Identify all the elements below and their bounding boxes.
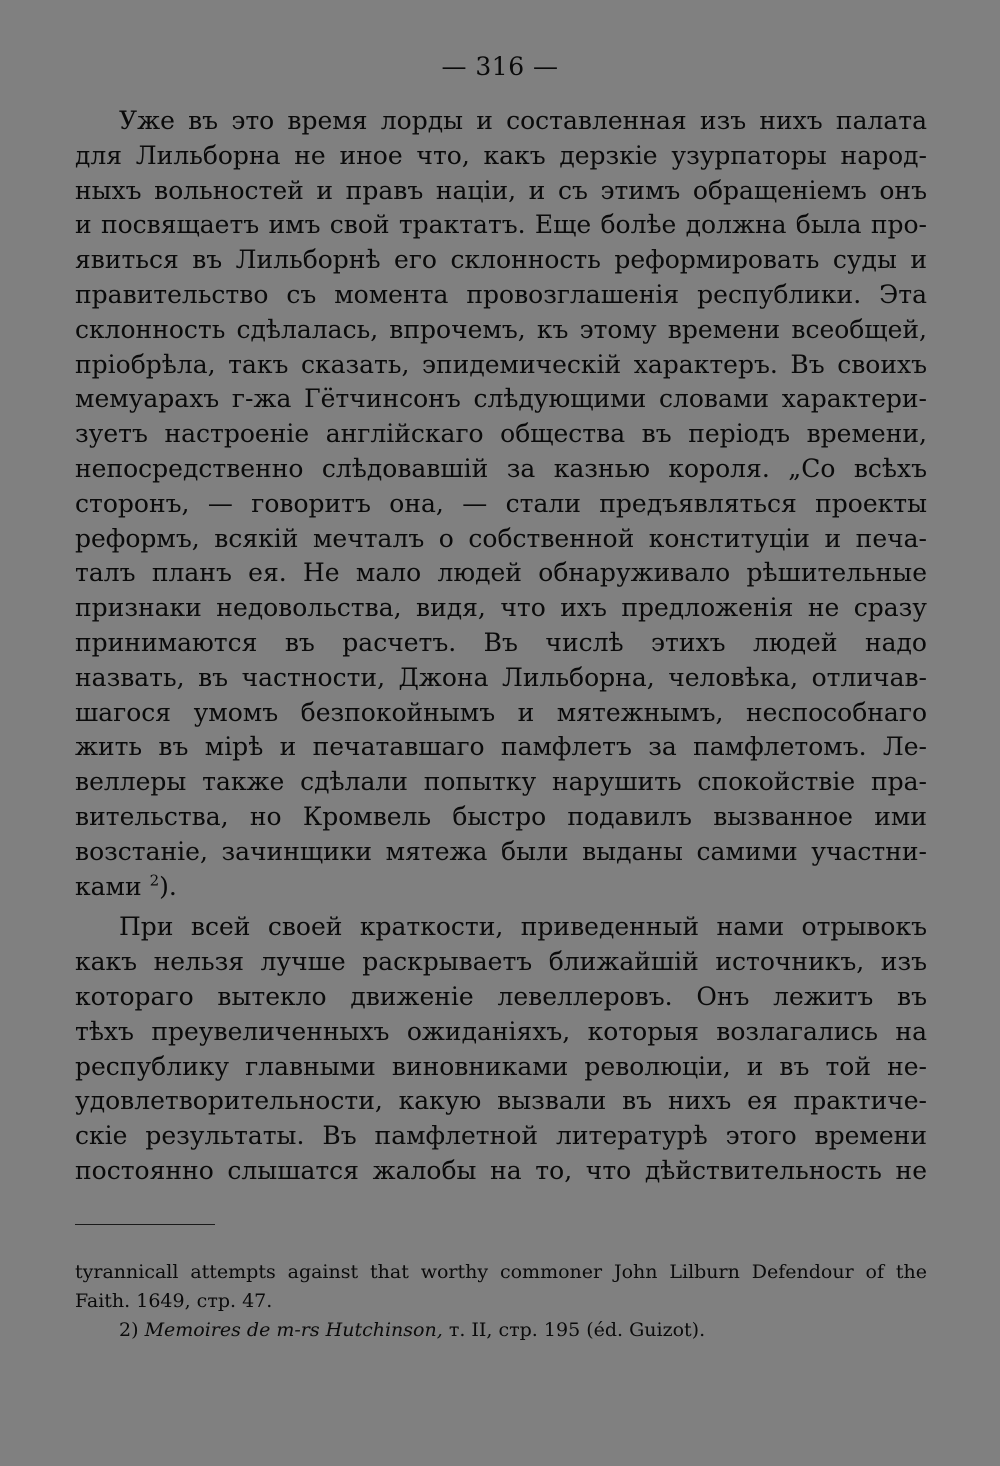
footnote-divider [75, 1224, 215, 1225]
text-line: мемуарахъ г-жа Гётчинсонъ слѣдующими словами характери- [75, 384, 927, 414]
footnote-source-details: т. II, стр. 195 (éd. Guizot). [448, 1319, 706, 1341]
footnote-ref[interactable]: 2 [149, 871, 160, 890]
paragraph-1 [75, 104, 927, 904]
text-line: возстаніе, зачинщики мятежа были выданы самими участни- [75, 836, 927, 866]
body-text [75, 104, 927, 1195]
text-line: сторонъ, — говоритъ она, — стали предъявляться проекты [75, 488, 927, 518]
text-line: какъ нельзя лучше раскрываетъ ближайшій источникъ, изъ [75, 947, 927, 977]
text-line: Уже въ это время лорды и составленная изъ нихъ палата [119, 106, 927, 135]
text-line: веллеры также сдѣлали попытку нарушить спокойствіе пра- [75, 767, 927, 797]
text-line: республику главными виновниками революціи, и въ той не- [75, 1051, 927, 1081]
text-line: склонность сдѣлалась, впрочемъ, къ этому времени всеобщей, [75, 314, 927, 344]
text-line: назвать, въ частности, Джона Лильборна, человѣка, отличав- [75, 662, 927, 692]
text-line [75, 870, 927, 905]
text-fragment: ). [159, 871, 177, 901]
text-line: жить въ мірѣ и печатавшаго памфлетъ за памфлетомъ. Ле- [75, 732, 927, 762]
text-line: При всей своей краткости, приведенный нами отрывокъ [119, 912, 927, 942]
text-line: пріобрѣла, такъ сказать, эпидемическій характеръ. Въ своихъ [75, 349, 927, 379]
text-fragment: ками [75, 871, 142, 901]
text-line: зуетъ настроеніе англійскаго общества въ періодъ времени, [75, 419, 927, 449]
text-line: скіе результаты. Въ памфлетной литературѣ этого времени [75, 1121, 927, 1151]
paragraph-2 [75, 910, 927, 1188]
text-line: шагося умомъ безпокойнымъ и мятежнымъ, неспособнаго [75, 697, 927, 727]
text-line: реформъ, всякій мечталъ о собственной конституціи и печа- [75, 523, 927, 553]
footnote-2 [75, 1316, 927, 1345]
text-line: талъ планъ ея. Не мало людей обнаруживало рѣшительные [75, 558, 927, 588]
text-line: котораго вытекло движеніе левеллеровъ. Онъ лежитъ въ [75, 981, 927, 1011]
footnote-continuation: Faith. 1649, стр. 47. [75, 1290, 273, 1312]
text-line: тѣхъ преувеличенныхъ ожиданіяхъ, которыя возлагались на [75, 1016, 927, 1046]
footnote-marker: 2) [119, 1319, 139, 1341]
footnotes [75, 1258, 927, 1345]
text-line: для Лильборна не иное что, какъ дерзкіе узурпаторы народ- [75, 140, 927, 170]
text-line: принимаются въ расчетъ. Въ числѣ этихъ людей надо [75, 627, 927, 657]
text-line: вительства, но Кромвель быстро подавилъ вызванное ими [75, 801, 927, 831]
footnote-source-title: Memoires de m-rs Hutchinson, [144, 1319, 443, 1341]
text-line: явиться въ Лильборнѣ его склонность реформировать суды и [75, 245, 927, 275]
page-number: — 316 — [441, 52, 559, 81]
text-line: и посвящаетъ имъ свой трактатъ. Еще болѣе должна была про- [75, 210, 927, 240]
text-line: удовлетворительности, какую вызвали въ нихъ ея практиче- [75, 1086, 927, 1116]
text-line: ныхъ вольностей и правъ націи, и съ этимъ обращеніемъ онъ [75, 175, 927, 205]
text-line: непосредственно слѣдовавшій за казнью короля. „Со всѣхъ [75, 453, 927, 483]
text-line: признаки недовольства, видя, что ихъ предложенія не сразу [75, 593, 927, 623]
footnote-continuation: tyrannicall attempts against that worthy commoner John Lilburn Defendour of the [75, 1261, 927, 1283]
text-line: правительство съ момента провозглашенія республики. Эта [75, 279, 927, 309]
text-line: постоянно слышатся жалобы на то, что дѣйствительность не [75, 1155, 927, 1185]
